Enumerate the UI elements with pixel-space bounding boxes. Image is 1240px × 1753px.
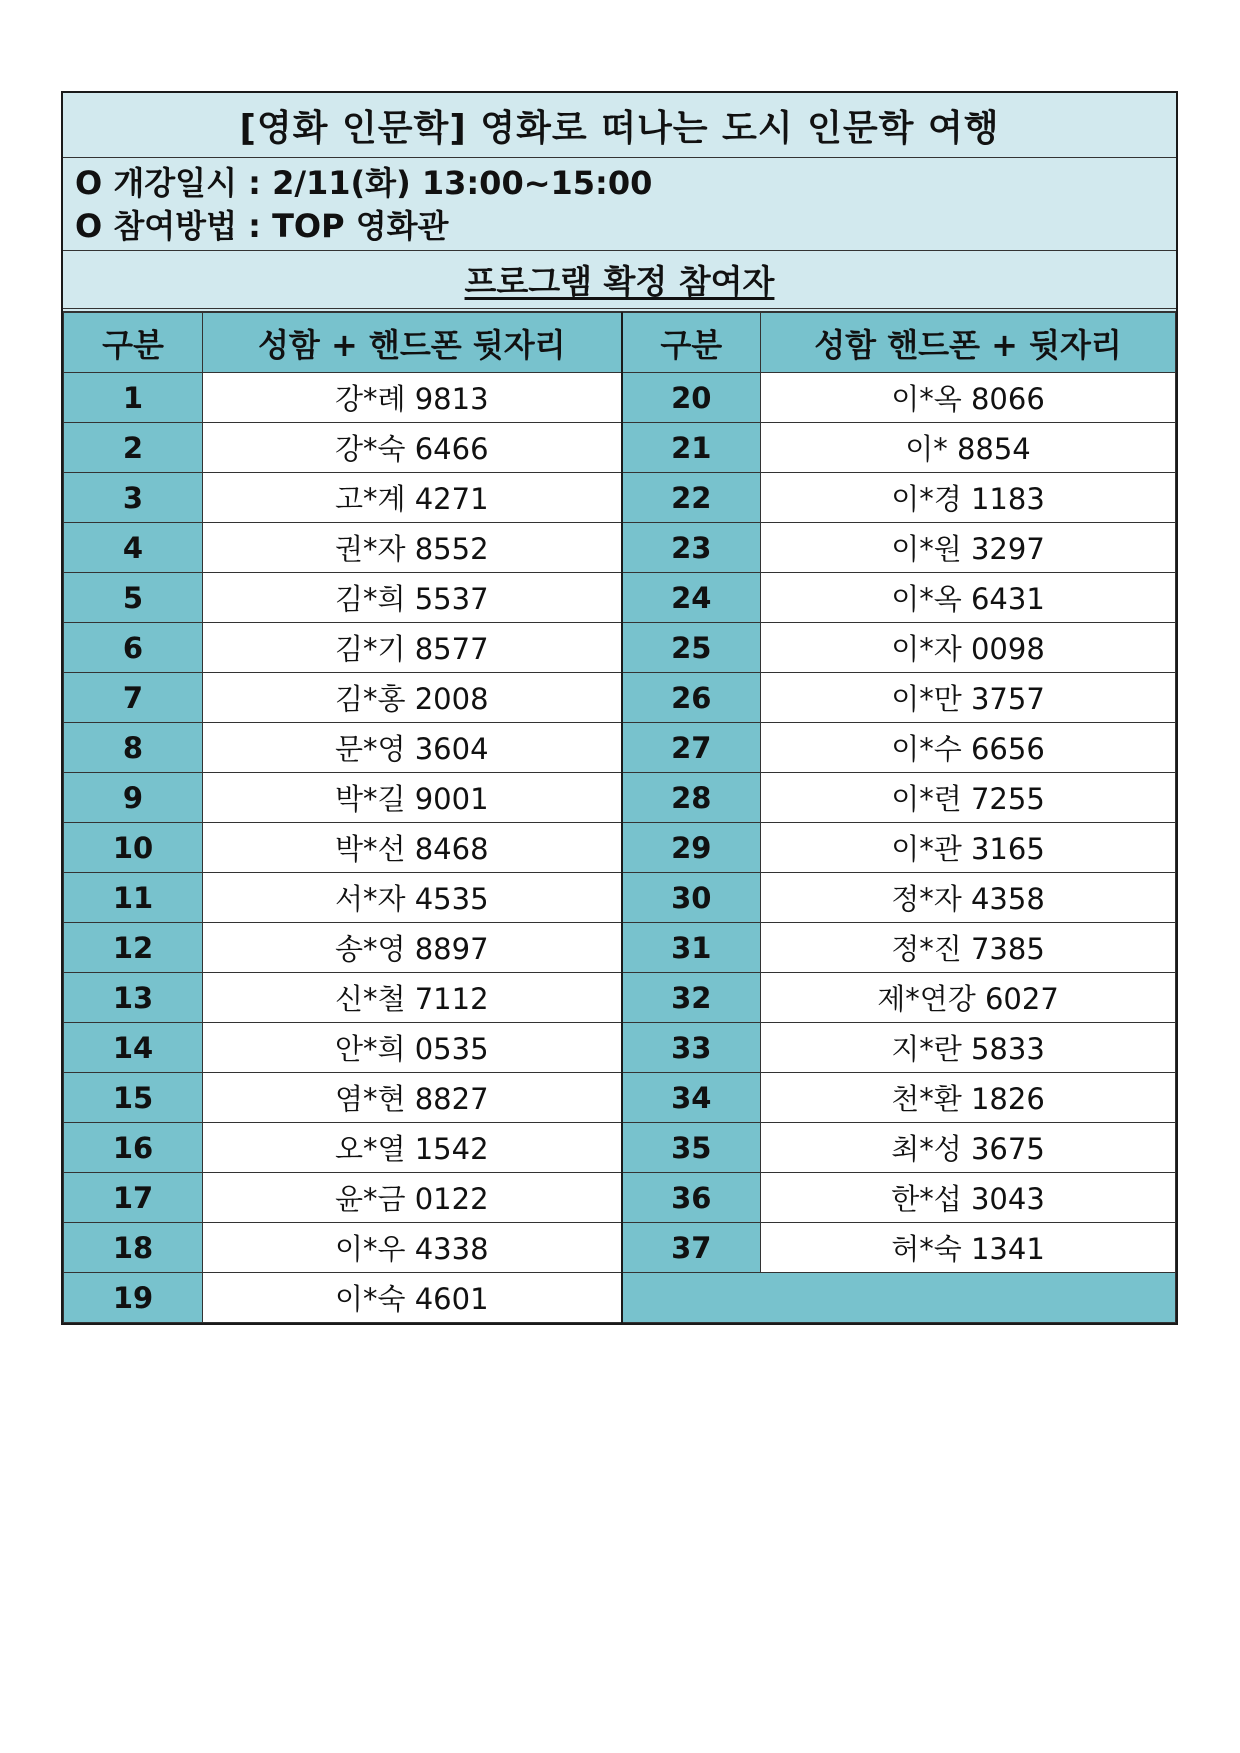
row-number-right: 25 <box>622 623 761 673</box>
row-number-left: 15 <box>64 1073 203 1123</box>
participant-name-right: 이*옥 6431 <box>761 573 1176 623</box>
participant-name-left: 김*기 8577 <box>203 623 622 673</box>
participant-name-left: 박*길 9001 <box>203 773 622 823</box>
row-number-right: 32 <box>622 973 761 1023</box>
table-row <box>64 373 1176 423</box>
participant-name-right: 한*섭 3043 <box>761 1173 1176 1223</box>
participant-name-left: 고*계 4271 <box>203 473 622 523</box>
participant-name-left: 안*희 0535 <box>203 1023 622 1073</box>
table-row <box>64 673 1176 723</box>
table-row <box>64 773 1176 823</box>
row-number-left: 13 <box>64 973 203 1023</box>
table-row <box>64 1273 1176 1323</box>
participant-name-left: 오*열 1542 <box>203 1123 622 1173</box>
row-number-left: 19 <box>64 1273 203 1323</box>
row-number-left: 7 <box>64 673 203 723</box>
participant-name-right: 정*진 7385 <box>761 923 1176 973</box>
table-row <box>64 1073 1176 1123</box>
row-number-left: 9 <box>64 773 203 823</box>
row-number-left: 3 <box>64 473 203 523</box>
participant-name-right: 최*성 3675 <box>761 1123 1176 1173</box>
table-row <box>64 1173 1176 1223</box>
participant-name-right: 이*원 3297 <box>761 523 1176 573</box>
row-number-right: 31 <box>622 923 761 973</box>
info-schedule: O 개강일시 : 2/11(화) 13:00~15:00 <box>75 164 653 202</box>
participant-name-left: 염*현 8827 <box>203 1073 622 1123</box>
participant-name-right: 정*자 4358 <box>761 873 1176 923</box>
row-number-left: 2 <box>64 423 203 473</box>
row-number-right: 33 <box>622 1023 761 1073</box>
participant-name-left: 문*영 3604 <box>203 723 622 773</box>
row-number-left: 11 <box>64 873 203 923</box>
table-row <box>64 923 1176 973</box>
participant-name-left: 이*숙 4601 <box>203 1273 622 1323</box>
participant-name-right: 천*환 1826 <box>761 1073 1176 1123</box>
table-body <box>64 373 1176 1323</box>
participant-name-left: 신*철 7112 <box>203 973 622 1023</box>
table-row <box>64 823 1176 873</box>
row-number-left: 16 <box>64 1123 203 1173</box>
row-number-left: 6 <box>64 623 203 673</box>
table-row <box>64 873 1176 923</box>
row-number-left: 5 <box>64 573 203 623</box>
row-number-right: 35 <box>622 1123 761 1173</box>
participant-name-right: 이*옥 8066 <box>761 373 1176 423</box>
participant-name-right: 이*만 3757 <box>761 673 1176 723</box>
info-block <box>63 158 1176 251</box>
table-row <box>64 473 1176 523</box>
participant-name-left: 서*자 4535 <box>203 873 622 923</box>
row-number-right: 21 <box>622 423 761 473</box>
row-number-right: 30 <box>622 873 761 923</box>
row-number-right: 26 <box>622 673 761 723</box>
row-number-right: 27 <box>622 723 761 773</box>
table-row <box>64 623 1176 673</box>
row-number-left: 17 <box>64 1173 203 1223</box>
participant-name-right: 이*련 7255 <box>761 773 1176 823</box>
table-row <box>64 1023 1176 1073</box>
row-number-right: 23 <box>622 523 761 573</box>
row-number-right: 37 <box>622 1223 761 1273</box>
participant-name-left: 강*숙 6466 <box>203 423 622 473</box>
participant-sheet <box>61 91 1178 1325</box>
section-title <box>63 251 1176 308</box>
participant-name-right: 허*숙 1341 <box>761 1223 1176 1273</box>
row-number-right: 36 <box>622 1173 761 1223</box>
row-number-left: 10 <box>64 823 203 873</box>
row-number-left: 4 <box>64 523 203 573</box>
info-venue: O 참여방법 : TOP 영화관 <box>75 207 449 245</box>
participant-table <box>63 312 1176 1323</box>
row-number-left: 18 <box>64 1223 203 1273</box>
row-number-left: 8 <box>64 723 203 773</box>
column-header-name-left: 성함 + 핸드폰 뒷자리 <box>203 313 622 373</box>
row-number-left: 14 <box>64 1023 203 1073</box>
participant-name-right: 이*경 1183 <box>761 473 1176 523</box>
table-header-row <box>64 313 1176 373</box>
column-header-name-right: 성함 핸드폰 + 뒷자리 <box>761 313 1176 373</box>
column-header-no-right: 구분 <box>622 313 761 373</box>
row-number-left: 1 <box>64 373 203 423</box>
table-row <box>64 723 1176 773</box>
participant-name-left: 권*자 8552 <box>203 523 622 573</box>
row-number-right: 28 <box>622 773 761 823</box>
participant-name-right: 이*수 6656 <box>761 723 1176 773</box>
participant-name-left: 윤*금 0122 <box>203 1173 622 1223</box>
participant-name-right: 제*연강 6027 <box>761 973 1176 1023</box>
row-number-right: 34 <box>622 1073 761 1123</box>
empty-filler-cell <box>622 1273 1176 1323</box>
table-row <box>64 573 1176 623</box>
participant-name-left: 박*선 8468 <box>203 823 622 873</box>
table-row <box>64 523 1176 573</box>
participant-name-left: 이*우 4338 <box>203 1223 622 1273</box>
row-number-right: 22 <box>622 473 761 523</box>
participant-name-right: 이*자 0098 <box>761 623 1176 673</box>
column-header-no-left: 구분 <box>64 313 203 373</box>
participant-name-right: 이* 8854 <box>761 423 1176 473</box>
participant-name-left: 김*희 5537 <box>203 573 622 623</box>
row-number-right: 20 <box>622 373 761 423</box>
participant-name-left: 강*례 9813 <box>203 373 622 423</box>
participant-name-left: 김*홍 2008 <box>203 673 622 723</box>
page-title: [영화 인문학] 영화로 떠나는 도시 인문학 여행 <box>63 93 1176 158</box>
table-row <box>64 1123 1176 1173</box>
participant-name-right: 이*관 3165 <box>761 823 1176 873</box>
participant-name-left: 송*영 8897 <box>203 923 622 973</box>
row-number-right: 29 <box>622 823 761 873</box>
table-row <box>64 1223 1176 1273</box>
participant-name-right: 지*란 5833 <box>761 1023 1176 1073</box>
row-number-left: 12 <box>64 923 203 973</box>
table-row <box>64 423 1176 473</box>
section-title-text: 프로그램 확정 참여자 <box>464 262 775 301</box>
table-row <box>64 973 1176 1023</box>
row-number-right: 24 <box>622 573 761 623</box>
